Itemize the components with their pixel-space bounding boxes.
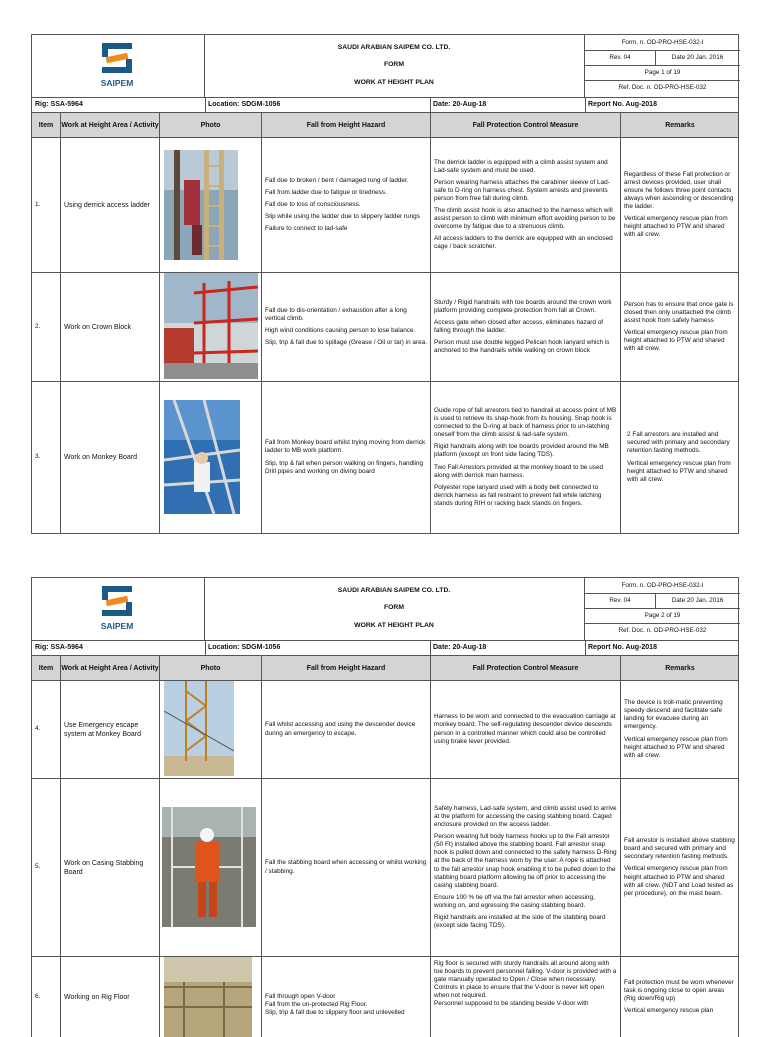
form-number: Form. n. OD-PRO-HSE-032-I — [585, 35, 740, 51]
rig-label: Rig: SSA-5964 — [32, 98, 206, 112]
col-photo: Photo — [160, 656, 262, 680]
form-page-1 — [31, 34, 739, 534]
cell-paragraph: Vertical emergency rescue plan from height attached to PTW and shared with all crew. — [627, 459, 731, 483]
location-label: Location: SDGM-1056 — [205, 98, 431, 112]
table-row — [31, 957, 739, 1037]
cell-paragraph: Vertical emergency rescue plan from height attached to PTW and shared with all crew. (NDT and Load tested as per procedure), on the mast beam. — [624, 865, 734, 897]
item-number: 6. — [32, 957, 61, 1037]
form-header — [31, 34, 739, 98]
remarks-cell — [621, 273, 740, 381]
col-activity: Work at Height Area / Activity — [61, 656, 160, 680]
saipem-logo — [32, 578, 205, 640]
col-hazard: Fall from Height Hazard — [262, 113, 431, 137]
cell-paragraph: 2 Fall arrestors are installed and secured with primary and secondary retention fasting methods. — [627, 431, 730, 455]
col-item: Item — [32, 113, 61, 137]
cell-paragraph: Fall due to loss of consciousness. — [265, 200, 361, 208]
logo-text: SAIPEM — [100, 78, 134, 88]
cell-paragraph: Ensure 100 % tie off via the fall arrestor when accessing, working on, and egressing the casing stabbing board. — [434, 893, 595, 909]
activity-cell: Use Emergency escape system at Monkey Board — [61, 681, 160, 778]
photo-cell — [160, 681, 262, 778]
revision: Rev. 04 — [585, 593, 656, 608]
col-activity: Work at Height Area / Activity — [61, 113, 160, 137]
hazard-cell — [262, 382, 431, 533]
cell-paragraph: Vertical emergency rescue plan — [624, 1007, 714, 1015]
column-headers — [31, 656, 739, 681]
saipem-logo — [32, 35, 205, 97]
cell-paragraph: Safety harness, Lad-safe system, and climb assist used to arrive at the platform for accessing the casing stabbing board. Caged enclosure provided on the access ladder. — [434, 804, 617, 829]
cell-paragraph: Vertical emergency rescue plan from height attached to PTW and shared with all crew. — [624, 215, 728, 239]
activity-cell: Work on Crown Block — [61, 273, 160, 381]
table-row — [31, 681, 739, 779]
control-cell — [431, 138, 621, 272]
remarks-cell — [621, 382, 740, 533]
activity-cell: Work on Casing Stabbing Board — [61, 779, 160, 956]
control-cell — [431, 382, 621, 533]
col-remarks: Remarks — [665, 121, 695, 129]
cell-paragraph: Failure to connect to lad-safe — [265, 225, 348, 233]
table-row — [31, 779, 739, 957]
remarks-cell — [621, 779, 740, 956]
location-label: Location: SDGM-1056 — [205, 641, 431, 655]
crown-block-photo — [164, 273, 258, 379]
ref-doc: Ref. Doc. n. OD-PRO-HSE-032 — [618, 84, 707, 91]
form-meta — [585, 578, 740, 640]
logo-text: SAIPEM — [100, 621, 134, 631]
cell-paragraph: Rigid handrails along with toe boards provided around the MB platform (except on front side facing TDS). — [434, 443, 609, 459]
photo-cell — [160, 957, 262, 1037]
cell-paragraph: Person has to ensure that once gate is closed then only unattached the climb assist hook from safety harness — [624, 300, 734, 324]
column-headers — [31, 113, 739, 138]
cell-paragraph: Fall through open V-door Fall from the un-protected Rig Floor. Slip, trip & fall due to slippery floor and unlevelled — [265, 993, 405, 1017]
cell-paragraph: The climb assist hook is also attached to the harness which will assist person to climb with minimum effort avoiding person to be overcome by fatigue due to a strenuous climb. — [434, 207, 616, 231]
derrick-ladder-photo — [164, 150, 238, 260]
activity-cell: Work on Monkey Board — [61, 382, 160, 533]
item-number: 3. — [32, 382, 61, 533]
photo-cell — [160, 273, 262, 381]
form-number: Form. n. OD-PRO-HSE-032-I — [585, 578, 740, 594]
cell-paragraph: Regardless of these Fall protection or arrest devices provided, user shall ensure he follows three point contacts always when ascending or descending the ladder. — [624, 170, 734, 210]
form-meta — [585, 35, 740, 97]
cell-paragraph: All access ladders to the derrick are equipped with an enclosed cage / back scratcher. — [434, 235, 613, 251]
activity-cell: Working on Rig Floor — [61, 957, 160, 1037]
control-cell — [431, 273, 621, 381]
escape-system-photo — [164, 681, 234, 776]
col-control: Fall Protection Control Measure — [431, 113, 621, 137]
item-number: 5. — [32, 779, 61, 956]
cell-paragraph: Slip, trip & fall when person walking on fingers, handling Drill pipes and working on diving board — [265, 459, 424, 475]
company-name: SAUDI ARABIAN SAIPEM CO. LTD. — [337, 587, 451, 594]
hazard-cell — [262, 681, 431, 778]
form-title-block — [204, 578, 585, 640]
date-label: Date: 20-Aug-18 — [430, 641, 586, 655]
page-number: Page 1 of 19 — [585, 65, 740, 81]
info-bar — [31, 98, 739, 113]
photo-cell — [160, 779, 262, 956]
cell-paragraph: Person wearing harness attaches the carabiner sleeve of Lad-safe to D-ring on harness chest. System arrests and prevents person from free fall during climb. — [434, 178, 610, 202]
cell-paragraph: High wind conditions causing person to lose balance. — [265, 327, 416, 334]
cell-paragraph: Fall due to broken / bent / damaged rung of ladder. — [265, 176, 409, 184]
cell-paragraph: Sturdy / Rigid handrails with toe boards around the crown work platform providing complete protection from fall at Crown. — [434, 298, 612, 314]
form-title-block — [204, 35, 585, 97]
cell-paragraph: Access gate when closed after access, eliminates hazard of falling through the ladder. — [434, 318, 604, 334]
revision-date: Date 20 Jan. 2016 — [671, 54, 724, 61]
cell-paragraph: Person must use double legged Pelican hook lanyard which is anchored to the handrails while walking on crown block — [434, 339, 610, 355]
cell-paragraph: The device is troll-matic preventing speedy descend and facilitate safe landing for evacuee during an emergency. — [624, 699, 723, 731]
cell-paragraph: Harness to be worn and connected to the evacuation carriage at monkey board. The self-regulating descender device descends person in a controlled manner which could also be controlled using brake lever provided. — [434, 713, 616, 745]
info-bar — [31, 641, 739, 656]
cell-paragraph: Slip, trip & fall due to spillage (Grease / Oil or tar) in area. — [265, 339, 427, 347]
activity-cell: Using derrick access ladder — [61, 138, 160, 272]
cell-paragraph: Slip while using the ladder due to slippery ladder rungs — [265, 213, 420, 221]
col-item: Item — [32, 656, 61, 680]
report-label: Report No. Aug-2018 — [588, 101, 657, 108]
doc-type: FORM — [383, 61, 404, 68]
item-number: 1. — [32, 138, 61, 272]
table-row — [31, 273, 739, 382]
col-photo: Photo — [160, 113, 262, 137]
form-page-2 — [31, 577, 739, 1037]
cell-paragraph: Two Fall Arrestors provided at the monkey board to be used along with derrick man harness. — [434, 463, 604, 479]
hazard-cell — [262, 779, 431, 956]
stabbing-board-photo — [162, 807, 256, 927]
hazard-cell — [262, 273, 431, 381]
photo-cell — [160, 382, 262, 533]
cell-paragraph: Fall arrestor is installed above stabbing board and secured with primary and secondary retention fasting methods. — [624, 837, 735, 861]
col-hazard: Fall from Height Hazard — [262, 656, 431, 680]
revision: Rev. 04 — [585, 50, 656, 65]
rig-label: Rig: SSA-5964 — [32, 641, 206, 655]
cell-paragraph: Fall whilst accessing and using the descender device during an emergency to escape. — [265, 721, 416, 737]
col-remarks: Remarks — [665, 664, 695, 672]
cell-paragraph: Rig floor is secured with sturdy handrails all around along with toe boards to prevent personnel falling. V-door is provided with a gate manually operated to Open / Close when necessary. Controls in place to ensure that the V-door is never left open when not required. Personnel supposed to be standing beside V-door with — [434, 960, 617, 1008]
cell-paragraph: Polyester rope lanyard used with a body belt connected to derrick harness as fall restraint to prevent fall while latching stands during RIH or racking back stands on fingers. — [434, 483, 602, 507]
table-row — [31, 382, 739, 534]
table-row — [31, 138, 739, 273]
cell-paragraph: Guide rope of fall arrestors tied to handrail at access point of MB is used to retrieve its snap-hook from its housing. Snap hook is connected to the D-ring at back of harness prior to un-latching oneself from the climb assist & lad-safe system. — [434, 406, 617, 439]
doc-title: WORK AT HEIGHT PLAN — [354, 622, 434, 629]
page-number: Page 2 of 19 — [585, 608, 740, 624]
cell-paragraph: Fall from ladder due to fatigue or tiredness. — [265, 188, 387, 196]
doc-type: FORM — [383, 604, 404, 611]
remarks-cell — [621, 681, 740, 778]
cell-paragraph: The derrick ladder is equipped with a climb assist system and Lad-safe system and must be used. — [434, 158, 608, 174]
cell-paragraph: Rigid handrails are installed at the side of the stabbing board (except side facing TDS). — [434, 913, 606, 930]
cell-paragraph: Vertical emergency rescue plan from height attached to PTW and shared with all crew. — [624, 735, 728, 759]
control-cell — [431, 779, 621, 956]
revision-date: Date 20 Jan. 2016 — [671, 597, 724, 604]
cell-paragraph: Fall protection must be worn whenever task is ongoing close to open areas (Rig down/Rig up) — [624, 979, 734, 1003]
item-number: 4. — [32, 681, 61, 778]
hazard-cell — [262, 957, 431, 1037]
cell-paragraph: Fall from Monkey board whilst trying moving from derrick ladder to MB work platform. — [265, 439, 426, 455]
item-number: 2. — [32, 273, 61, 381]
control-cell — [431, 681, 621, 778]
monkey-board-photo — [164, 400, 240, 514]
form-header — [31, 577, 739, 641]
remarks-cell — [621, 138, 740, 272]
cell-paragraph: Vertical emergency rescue plan from height attached to PTW and shared with all crew. — [624, 329, 728, 353]
cell-paragraph: Person wearing full body harness hooks up to the Fall arrestor (50 Ft) installed above the stabbing board. Fall arrestor snap hook is pulled down and connected to the safety harness D-Ring at the back of the harness worn by the user. A rope is attached to the fall arrestor snap hook enabling it to be pulled down to the stabbing board platform allowing tie off prior to accessing the casing stabbing board. — [434, 833, 617, 889]
company-name: SAUDI ARABIAN SAIPEM CO. LTD. — [337, 44, 451, 51]
control-cell — [431, 957, 621, 1037]
hazard-cell — [262, 138, 431, 272]
ref-doc: Ref. Doc. n. OD-PRO-HSE-032 — [618, 627, 707, 634]
date-label: Date: 20-Aug-18 — [430, 98, 586, 112]
cell-paragraph: Fall due to dis-orientation / exhaustion after a long vertical climb. — [265, 306, 407, 322]
photo-cell — [160, 138, 262, 272]
col-control: Fall Protection Control Measure — [431, 656, 621, 680]
report-label: Report No. Aug-2018 — [588, 644, 657, 651]
cell-paragraph: Fall the stabbing board when accessing or whilst working / stabbing. — [265, 859, 427, 875]
rig-floor-photo — [164, 957, 252, 1037]
doc-title: WORK AT HEIGHT PLAN — [354, 79, 434, 86]
remarks-cell — [621, 957, 740, 1037]
